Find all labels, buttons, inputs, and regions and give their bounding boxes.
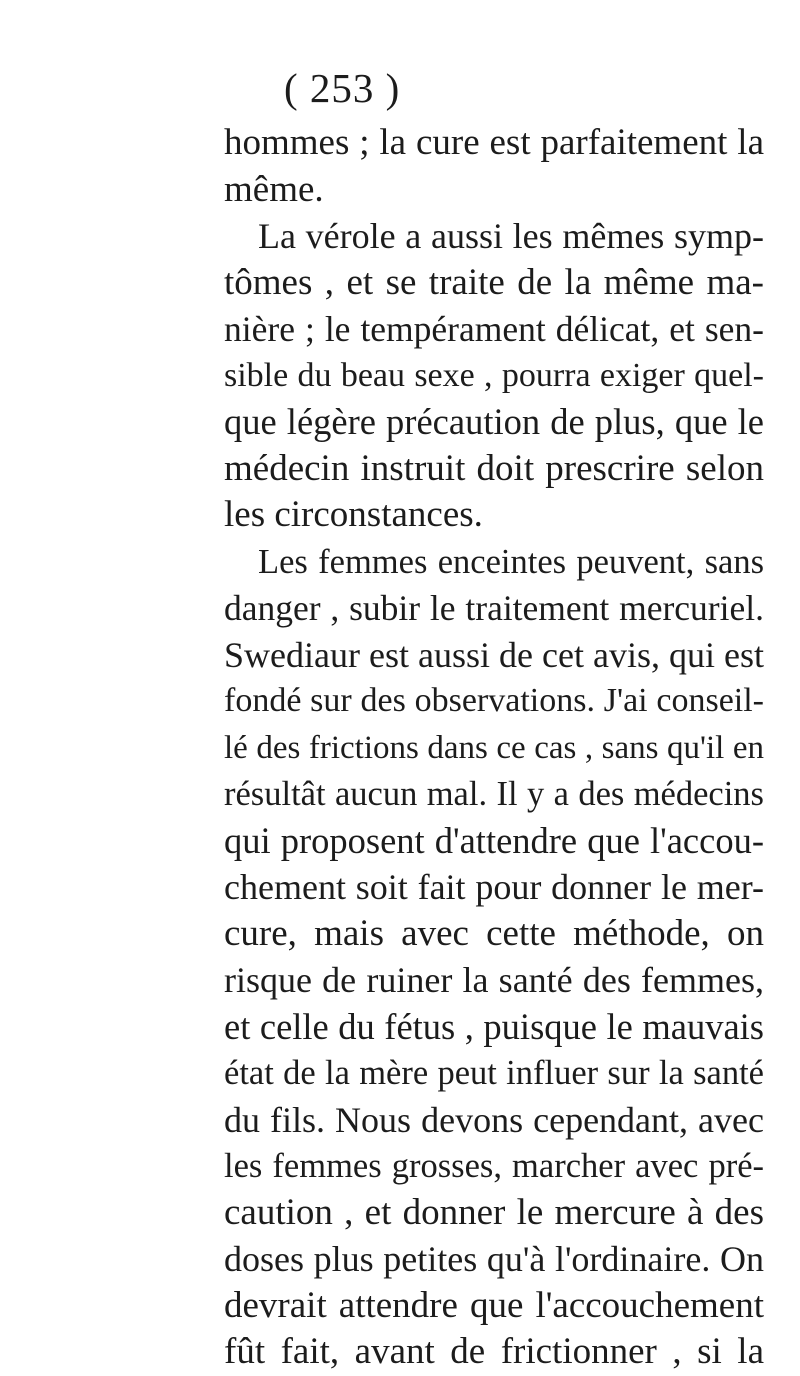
text-line: devrait attendre que l'accouchement [224,1284,764,1326]
text-line: lé des frictions dans ce cas , sans qu'il en [224,729,764,766]
text-line: même. [224,168,324,210]
text-line: nière ; le tempérament délicat, et sen- [224,309,764,349]
text-line: que légère précaution de plus, que le [224,401,764,442]
text-line: hommes ; la cure est parfaitement la [224,122,764,163]
body-text [224,120,764,1376]
text-line: chement soit fait pour donner le mer- [224,867,764,907]
text-line: les circonstances. [224,494,483,535]
text-line: Swediaur est aussi de cet avis, qui est [224,634,764,675]
text-line: caution , et donner le mercure à des [224,1191,764,1233]
text-line: doses plus petites qu'à l'ordinaire. On [224,1239,764,1279]
text-line: danger , subir le traitement mercuriel. [224,588,764,628]
text-line: état de la mère peut influer sur la santé [224,1054,764,1092]
text-line: médecin instruit doit prescrire selon [224,447,764,489]
text-line: qui proposent d'attendre que l'accou- [224,819,764,861]
text-line: tômes , et se traite de la même ma- [224,261,764,303]
text-line: et celle du fétus , puisque le mauvais [224,1005,764,1047]
text-line: cure, mais avec cette méthode, on [224,912,764,954]
text-line: La vérole a aussi les mêmes symp- [258,216,764,256]
page-number: ( 253 ) [284,65,401,111]
text-line: Les femmes enceintes peuvent, sans [258,542,764,581]
text-line: les femmes grosses, marcher avec pré- [224,1147,764,1185]
text-line: fût fait, avant de frictionner , si la [224,1331,764,1372]
text-line: risque de ruiner la santé des femmes, [224,960,764,1000]
text-line: du fils. Nous devons cependant, avec [224,1099,764,1140]
text-line: sible du beau sexe , pourra exiger quel- [224,356,764,394]
text-line: résultât aucun mal. Il y a des médecins [224,775,764,813]
text-line: fondé sur des observations. J'ai conseil- [224,682,764,719]
